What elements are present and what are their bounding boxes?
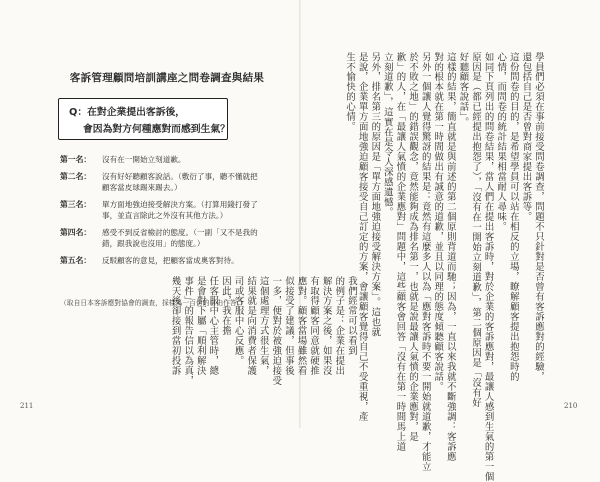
answer-text <box>102 227 288 249</box>
answer-rank: 第一名： <box>60 155 92 164</box>
answer-rank: 第五名： <box>60 256 92 265</box>
body-column: 應對。顧客當場雖然看 <box>295 276 307 376</box>
answer-rank: 第二名： <box>60 172 92 181</box>
body-column: 歉」的人，在「最讓人氣憤的企業應對」問題中，這些顧客會回答「沒有在第一時間馬上道 <box>394 52 406 452</box>
answer-line: 單方面地強迫接受解決方案。（打算用錢打發了 <box>102 200 258 209</box>
body-column: 另外，排名第三的原因是「單方面地強迫接受解決方案」。這也就 <box>369 52 381 338</box>
question-line-2: 會因為對方何種應對而感到生氣？ <box>83 124 230 135</box>
answer-rank: 第三名： <box>60 200 92 209</box>
answer-line: 沒有在一開始立刻道歉。 <box>102 155 186 164</box>
body-column: 好聽顧客說話」。 <box>457 52 469 128</box>
body-column: 有取得顧客同意就硬推 <box>308 276 320 376</box>
answer-text <box>102 171 288 193</box>
body-column: 生不愉快的心情。 <box>344 52 356 132</box>
body-column: 幾天後卻接到當初投訴 <box>169 276 181 376</box>
page-number-right: 210 <box>564 402 578 410</box>
body-column: 這樣的結果，簡直就是與前述的第二個原則背道而馳；因為，一直以來我就不斷強調：客訴應 <box>444 52 456 462</box>
body-column: 如同下頁列出的問卷結果，當人們在提出客訴時，對於企業的客訴應對，最讓人感到生氣的第一個 <box>482 52 494 482</box>
answer-text <box>102 255 288 266</box>
body-column: 這份問卷的目的，是希望學員可以站在相反的立場，瞭解顧客提出抱怨時的 <box>507 52 519 382</box>
body-column: 是會對下屬「順利解決 <box>194 276 206 376</box>
body-column: 似接受了建議，但事後 <box>282 276 294 376</box>
body-column: 還包括自己是否曾對商家提出客訴等。 <box>520 52 532 222</box>
survey-title: 客訴管理顧問培訓講座之問卷調查與結果 <box>69 72 265 84</box>
body-column: 解決方案之後，如果沒 <box>320 276 332 376</box>
body-column: 對的根本就在第一時間做出有誠意的道歉，並且以同理的態度傾聽顧客說話。 <box>432 52 444 392</box>
answer-text <box>102 154 288 165</box>
survey-source-note: （取自日本客訴應對協會的調查，採樣為一百份的自由作答。） <box>60 299 247 307</box>
answer-line: 事，並直言除此之外沒有其他方法。） <box>102 211 228 220</box>
body-column: 是說，企業單方面地強迫顧客接受自己訂定的方案，會讓顧客覺得自己不受重視，產 <box>356 52 368 422</box>
body-column: 司或客服中心反應。 <box>232 276 244 366</box>
body-column: 事件」的報告信以為真， <box>182 276 194 386</box>
question-box <box>58 98 228 140</box>
answer-rank: 第四名： <box>60 228 92 237</box>
answer-line: 顧客當皮球踢來踢去。） <box>102 183 182 192</box>
answer-line: 感受不到反省檢討的態度。（一副「又不是我的 <box>102 228 258 237</box>
body-column: 另外一個讓人覺得驚訝的結果是：竟然有這麼多人以為「應對客訴時不要一開始就道歉，才能立 <box>419 52 431 472</box>
question-line-1: Q：在對企業提出客訴後， <box>69 107 186 118</box>
answer-line: 反駁顧客的意見，把顧客當成奧客對待。 <box>102 256 239 265</box>
body-column: 原因是（都已經提出抱怨了），「沒有在一開始立刻道歉」，第二個原因是「沒有好 <box>470 52 482 408</box>
page-number-left: 211 <box>20 402 34 410</box>
body-column: 的例子是：企業在提出 <box>333 276 345 376</box>
answer-text <box>102 199 288 221</box>
body-column: 一多，便對於被強迫接受 <box>270 276 282 386</box>
answer-line: 沒有好好聽顧客說話。（敷衍了事，聽不懂就把 <box>102 172 258 181</box>
body-column: 於不敗之地」的錯誤觀念，竟然能夠成為排名第一，也就是說最讓人氣憤的企業應對，是 <box>407 52 419 442</box>
body-column: 立刻道歉」，這實在是令人深感遺憾。 <box>381 52 393 218</box>
answer-line: 錯，跟我說也沒用」的態度。） <box>102 239 205 248</box>
body-column: 結果就是向消費者保護 <box>245 276 257 376</box>
body-column: 因此，我在擔 <box>219 276 231 336</box>
right-page <box>300 0 600 482</box>
body-column: 這個處理方式很生氣， <box>257 276 269 376</box>
body-column: 我們經常可以看到 <box>345 276 357 356</box>
body-column: 學員們必須在事前接受問卷調查，問題不只針對是否曾有客訴應對的經驗， <box>533 52 544 382</box>
body-column: 任客服中心主管時，總 <box>207 276 219 376</box>
body-column: 心情，而問卷的統計結果相當耐人尋味。 <box>495 52 507 232</box>
right-body-text <box>343 52 545 482</box>
